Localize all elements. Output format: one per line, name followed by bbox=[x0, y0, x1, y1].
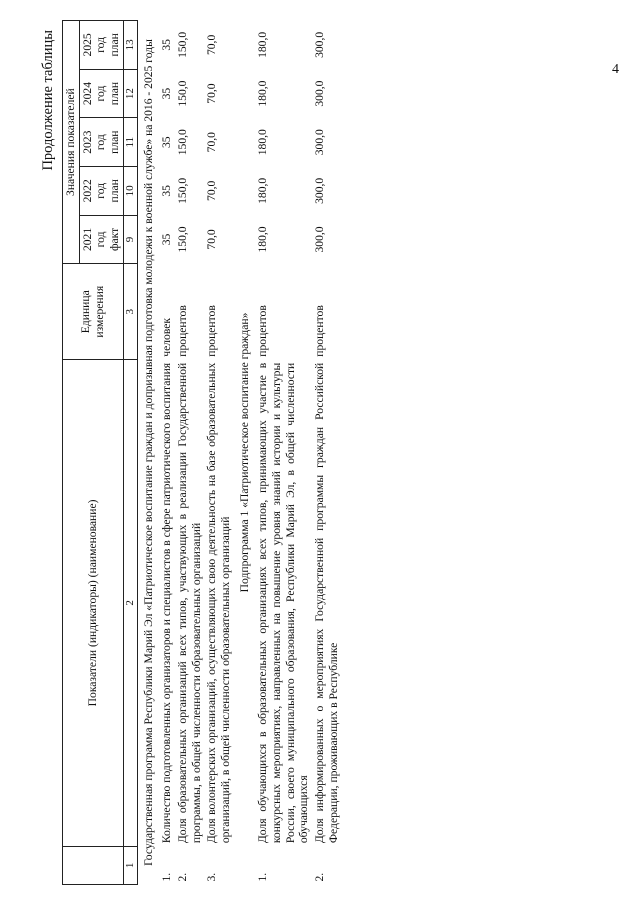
year-header: 2021 год факт bbox=[79, 215, 123, 264]
year-header: 2022 год план bbox=[79, 167, 123, 216]
col-indicator-header: Показатели (индикаторы) (наименование) bbox=[63, 360, 124, 846]
col-number: 11 bbox=[123, 118, 137, 167]
col-number: 12 bbox=[123, 69, 137, 118]
page-number: 4 bbox=[612, 62, 619, 77]
col-number: 2 bbox=[123, 360, 137, 846]
table-row: 2. Доля образовательных организаций всех типов, участвующих в реализации Государственной программы, в общей численности образовательных организаций процентов 150,0 150,0 150,0 150,0 150,0 bbox=[176, 31, 203, 882]
table-row: 2. Доля информированных о мероприятиях Государственной программы граждан Российской Федерации, проживающих в Республике процентов 300,0 300,0 300,0 300,0 300,0 bbox=[313, 31, 340, 882]
values-group-header: Значения показателей bbox=[63, 21, 80, 264]
table-row: 3. Доля волонтерских организаций, осуществляющих свою деятельность на базе образовательных организаций, в общей численности образовательных организаций процентов 70,0 70,0 70,0 70,0 70,0 bbox=[205, 34, 233, 882]
indicators-table bbox=[62, 20, 341, 885]
col-unit-header: Единица измерения bbox=[63, 264, 124, 360]
col-number: 3 bbox=[123, 264, 137, 360]
col-number: 13 bbox=[123, 21, 137, 70]
year-header: 2024 год план bbox=[79, 69, 123, 118]
table-row: 1. Количество подготовленных организаторов и специалистов в сфере патриотического воспитания человек 35 35 35 35 35 bbox=[160, 39, 174, 882]
col-num-header bbox=[63, 846, 124, 884]
table-row: 1. Доля обучающихся в образовательных организациях всех типов, принимающих участие в конкурсных мероприятиях, направленных на повышение уровня знаний истории и культуры России, своего муниципального образования, Республики Марий Эл, в общей численности обучающихся процентов 180,0 180,0 180,0 180,0 180,0 bbox=[256, 31, 311, 882]
continuation-label: Продолжение таблицы bbox=[40, 30, 56, 171]
year-header: 2023 год план bbox=[79, 118, 123, 167]
year-header: 2025 год план bbox=[79, 21, 123, 70]
col-number: 9 bbox=[123, 215, 137, 264]
rotated-sheet bbox=[40, 20, 600, 885]
section-title-subprogram: Подпрограмма 1 «Патриотическое воспитание граждан» bbox=[237, 312, 251, 593]
section-title-program: Государственная программа Республики Марий Эл «Патриотическое воспитание граждан и допризывная подготовка молодежи к военной службе» на 2016 - 2025 годы bbox=[141, 39, 155, 866]
col-number: 1 bbox=[123, 846, 137, 884]
col-number: 10 bbox=[123, 167, 137, 216]
